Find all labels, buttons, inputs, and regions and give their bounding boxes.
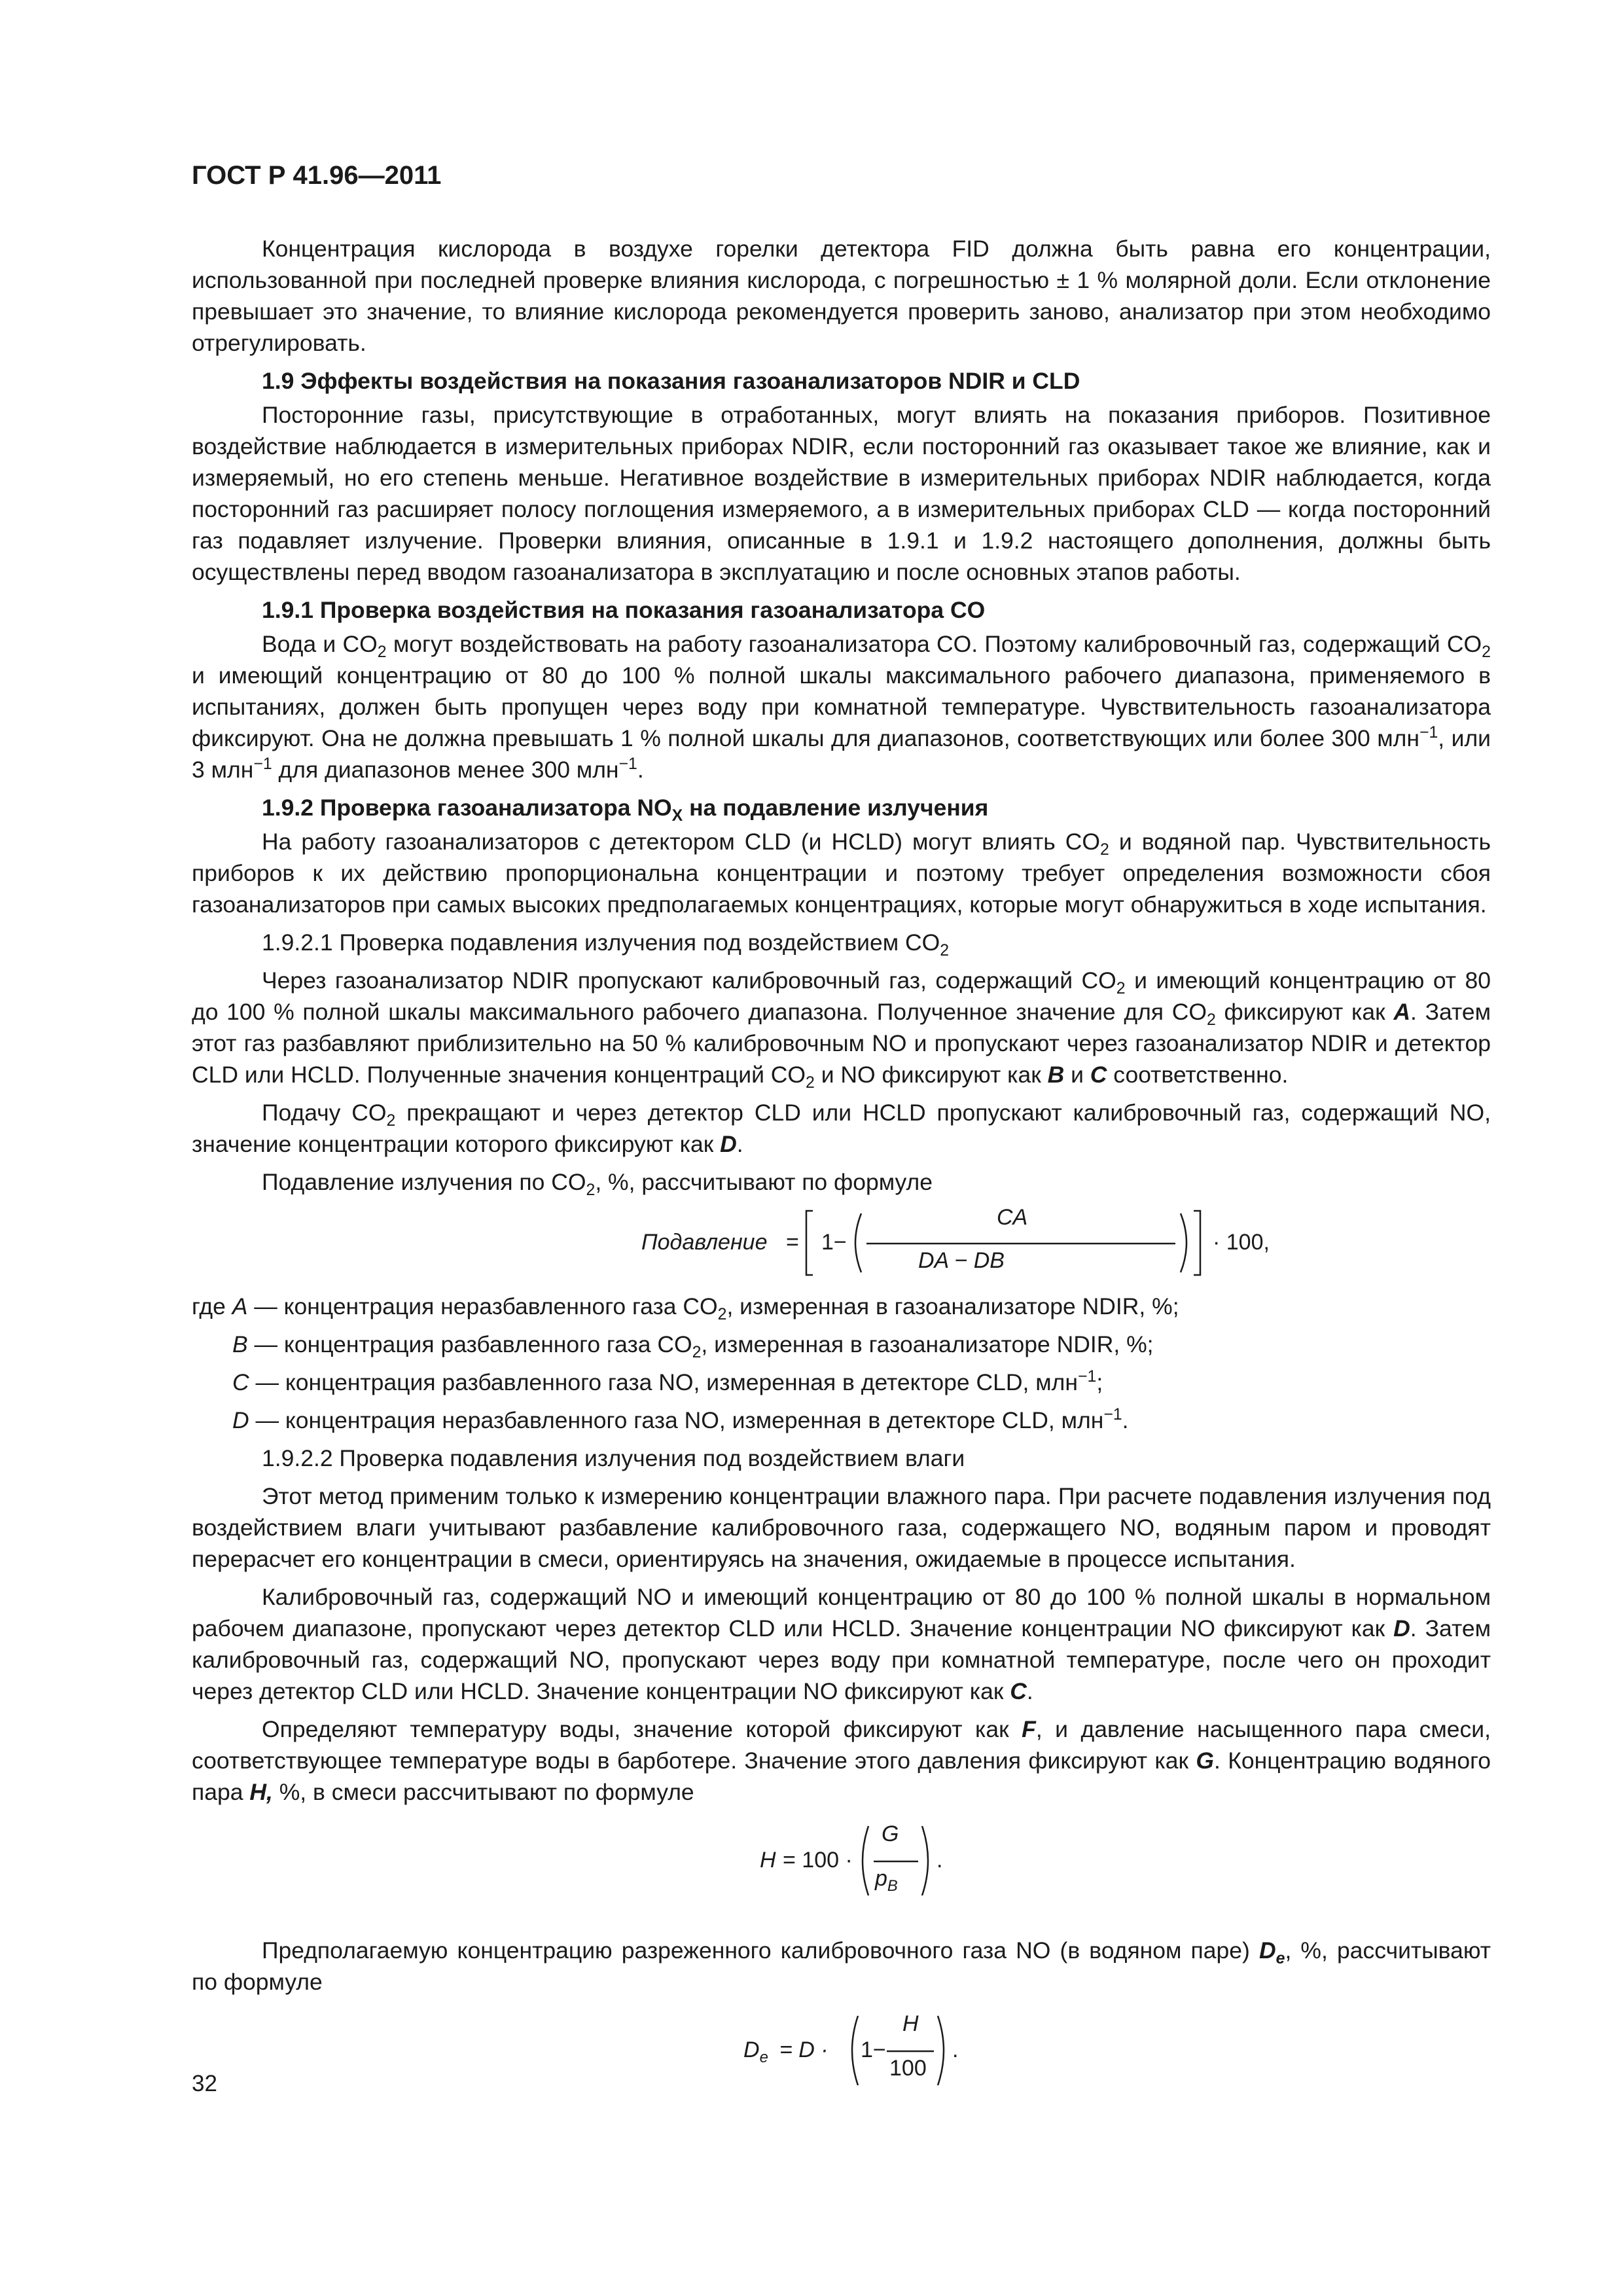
formula-h-lhs: H (760, 1848, 776, 1873)
oxygen-paragraph: Концентрация кислорода в воздухе горелки детектора FID должна быть равна его концентрации, использованной при последней проверке влияния кислорода, с погрешностью ± 1 % молярной доли. Если отклонение превышает это значение, то влияние кислорода рекомендуется проверить заново, анализатор при этом необходимо отрегулировать. (192, 236, 1491, 356)
section-1-9-2-heading: 1.9.2 Проверка газоанализатора $NO_X$ на подавление излучения (262, 795, 989, 825)
formula-de-denominator: 100 (889, 2056, 927, 2081)
formula-de-tail: . (952, 2037, 959, 2062)
formula-h-eq: = 100 · (783, 1848, 853, 1873)
definitions-list (192, 1291, 1491, 1436)
formula-de-lhs: $D_e$ (743, 2037, 768, 2066)
document-body (192, 233, 1491, 2093)
section-1-9-text: Посторонние газы, присутствующие в отработанных, могут влиять на показания приборов. Позитивное воздействие наблюдается в измерительных приборах NDIR, если посторонний газ оказывает такое же влияние, как и измеряемый, но его степень меньше. Негативное воздействие в измерительных приборах NDIR наблюдается, когда посторонний газ расширяет полосу поглощения измеряемого, а в измерительных приборах CLD — когда посторонний газ подавляет излучение. Проверки влияния, описанные в 1.9.1 и 1.9.2 настоящего дополнения, должны быть осуществлены перед вводом газоанализатора в эксплуатацию и после основных этапов работы. (192, 402, 1491, 585)
section-1-9-1-heading: 1.9.1 Проверка воздействия на показания газоанализатора CO (262, 597, 986, 623)
section-1-9-2-1-para-3: Подавление излучения по $CO_2$, %, рассчитывают по формуле (262, 1169, 933, 1200)
formula-one-minus: 1− (821, 1230, 847, 1255)
formula-numerator: CA (997, 1205, 1028, 1230)
section-1-9-2-2-para-3: Определяют температуру воды, значение которой фиксируют как F, и давление насыщенного пара смеси, соответствующее температуре воды в барботере. Значение этого давления фиксируют как G. Концентрацию водяного пара H, %, в смеси рассчитывают по формуле (192, 1716, 1491, 1805)
definition-c: C — концентрация разбавленного газа NO, измеренная в детекторе CLD, млн$^{-1}$; (232, 1368, 1103, 1395)
formula-suppression (192, 1204, 1491, 1282)
definition-b: B — концентрация разбавленного газа $CO_2$, измеренная в газоанализаторе NDIR, %; (232, 1331, 1154, 1362)
section-1-9-heading: 1.9 Эффекты воздействия на показания газоанализаторов NDIR и CLD (262, 368, 1080, 394)
definition-d: D — концентрация неразбавленного газа NO, измеренная в детекторе CLD, млн$^{-1}$. (232, 1406, 1129, 1433)
section-1-9-2-2-para-1: Этот метод применим только к измерению концентрации влажного пара. При расчете подавления излучения под воздействием влаги учитывают разбавление калибровочного газа, содержащего NO, водяным паром и проводят перерасчет его концентрации в смеси, ориентируясь на значения, ожидаемые в процессе испытания. (192, 1483, 1491, 1572)
section-1-9-2-text: На работу газоанализаторов с детектором CLD (и HCLD) могут влиять $CO_2$ и водяной пар. Чувствительность приборов к их действию пропорциональна концентрации и поэтому требует определения возможности сбоя газоанализаторов при самых высоких предполагаемых концентрациях, которые могут обнаружиться в ходе испытания. (192, 829, 1491, 918)
formula-de-eq: = D · (779, 2037, 829, 2062)
section-1-9-2-1-para-1: Через газоанализатор NDIR пропускают калибровочный газ, содержащий $CO_2$ и имеющий концентрацию от 80 до 100 % полной шкалы максимального рабочего диапазона. Полученное значение для $CO_2$ фиксируют как A. Затем этот газ разбавляют приблизительно на 50 % калибровочным NO и пропускают через газоанализатор NDIR и детектор CLD или HCLD. Полученные значения концентраций $CO_2$ и NO фиксируют как B и C соответственно. (192, 967, 1491, 1092)
formula-h-tail: . (936, 1848, 943, 1873)
formula-de (192, 2008, 1491, 2093)
formula-denominator: DA − DB (918, 1248, 1005, 1273)
section-1-9-2-2-para-2: Калибровочный газ, содержащий NO и имеющий концентрацию от 80 до 100 % полной шкалы в нормальном рабочем диапазоне, пропускают через детектор CLD или HCLD. Значение концентрации NO фиксируют как D. Затем калибровочный газ, содержащий NO, пропускают через воду при комнатной температуре, после чего он проходит через детектор CLD или HCLD. Значение концентрации NO фиксируют как C. (192, 1584, 1491, 1704)
formula-equals: = (786, 1230, 799, 1255)
document-header: ГОСТ Р 41.96—2011 (192, 161, 442, 190)
formula-tail: · 100, (1213, 1230, 1270, 1255)
formula-lhs: Подавление (641, 1230, 768, 1255)
page-number: 32 (192, 2071, 217, 2096)
formula-de-one-minus: 1− (861, 2037, 886, 2062)
definition-a: где A — концентрация неразбавленного газа $CO_2$, измеренная в газоанализаторе NDIR, %; (192, 1293, 1179, 1324)
formula-h (192, 1818, 1491, 1903)
section-1-9-1-text: Вода и $CO_2$ могут воздействовать на работу газоанализатора CO. Поэтому калибровочный газ, содержащий $CO_2$ и имеющий концентрацию от 80 до 100 % полной шкалы максимального рабочего диапазона, применяемого в испытаниях, должен быть пропущен через воду при комнатной температуре. Чувствительность газоанализатора фиксируют. Она не должна превышать 1 % полной шкалы для диапазонов, соответствующих или более 300 млн$^{-1}$, или 3 млн$^{-1}$ для диапазонов менее 300 млн$^{-1}$. (192, 631, 1491, 783)
formula-de-numerator: H (902, 2011, 919, 2036)
formula-h-denominator: $p_B$ (875, 1866, 898, 1895)
section-1-9-2-1-heading: 1.9.2.1 Проверка подавления излучения под воздействием $CO_2$ (262, 929, 950, 960)
section-1-9-2-2-para-4: Предполагаемую концентрацию разреженного калибровочного газа NO (в водяном паре) $D_e$, %, рассчитывают по формуле (192, 1937, 1491, 1995)
formula-h-numerator: G (882, 1821, 899, 1846)
section-1-9-2-1-para-2: Подачу $CO_2$ прекращают и через детектор CLD или HCLD пропускают калибровочный газ, содержащий NO, значение концентрации которого фиксируют как D. (192, 1100, 1491, 1157)
section-1-9-2-2-heading: 1.9.2.2 Проверка подавления излучения под воздействием влаги (262, 1445, 965, 1471)
